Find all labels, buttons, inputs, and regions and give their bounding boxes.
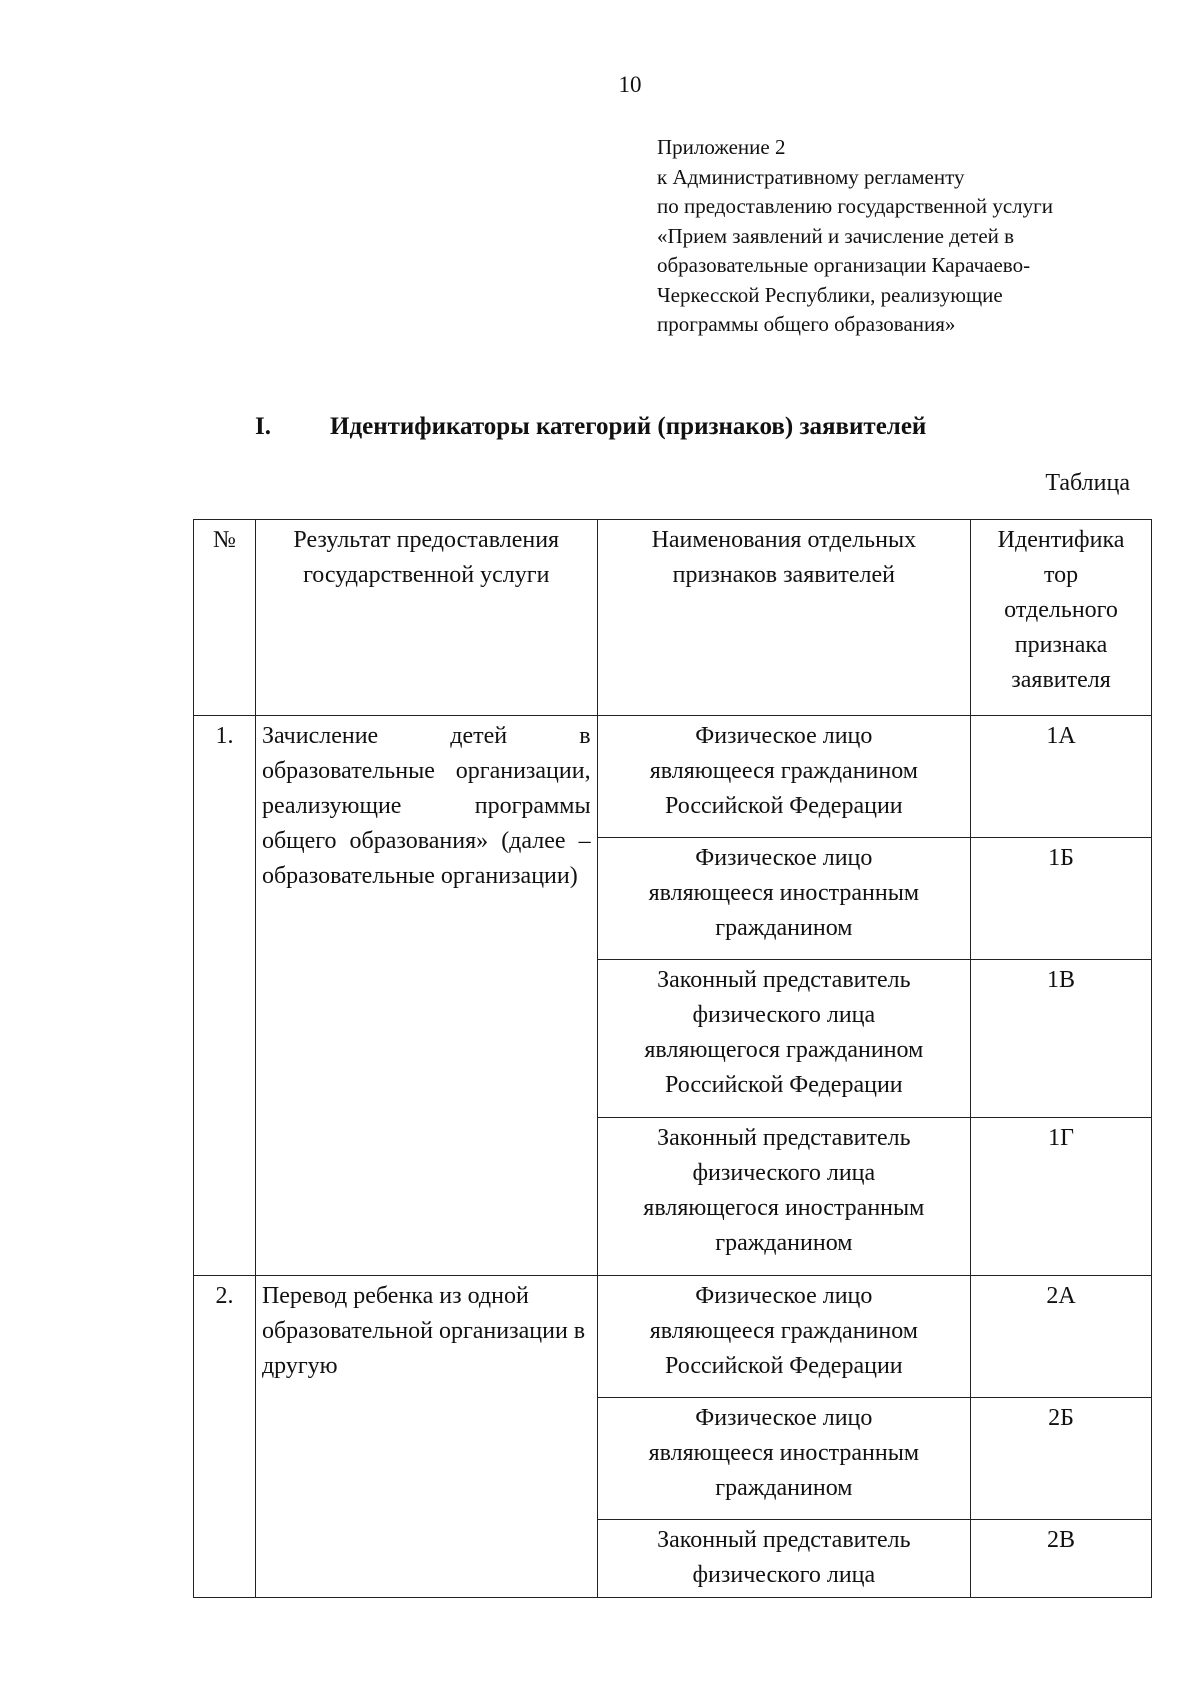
section-number: I.: [255, 413, 271, 440]
table-header-row: [194, 520, 1152, 716]
attribute-line: гражданином: [715, 915, 853, 941]
header-identifier-line: отдельного: [1004, 597, 1118, 623]
appendix-line: по предоставлению государственной услуги: [657, 194, 1053, 218]
row-number: 1.: [194, 716, 256, 1276]
attribute-line: являющееся гражданином: [649, 758, 918, 784]
attribute-line: гражданином: [715, 1475, 853, 1501]
applicant-attribute: [597, 1398, 971, 1520]
appendix-line: программы общего образования»: [657, 312, 956, 336]
header-result-line: государственной услуги: [303, 562, 550, 588]
attribute-identifier: 1Б: [971, 838, 1152, 960]
header-names-line: Наименования отдельных: [651, 527, 917, 553]
header-identifier-line: Идентифика: [997, 527, 1125, 553]
attribute-identifier: 2В: [971, 1520, 1152, 1598]
applicant-attribute: [597, 1118, 971, 1276]
attribute-line: являющееся гражданином: [649, 1318, 918, 1344]
table-row: [194, 716, 1152, 838]
header-result-line: Результат предоставления: [293, 527, 560, 553]
attribute-identifier: 1Г: [971, 1118, 1152, 1276]
header-identifier-line: признака: [1014, 632, 1108, 658]
attribute-line: Физическое лицо: [695, 1283, 873, 1309]
attribute-line: являющегося гражданином: [644, 1037, 924, 1063]
applicant-identifiers-table: [193, 519, 1152, 1598]
appendix-line: к Административному регламенту: [657, 164, 965, 189]
attribute-line: Физическое лицо: [695, 723, 873, 749]
row-result: Зачисление детей в образовательные организации, реализующие программы общего образования» (далее – образовательные организации): [255, 716, 597, 1276]
header-identifier: [971, 520, 1152, 716]
row-result: Перевод ребенка из одной образовательной организации в другую: [255, 1276, 597, 1598]
header-identifier-line: заявителя: [1011, 667, 1111, 693]
applicant-attribute: [597, 838, 971, 960]
attribute-line: являющегося иностранным: [643, 1195, 925, 1221]
attribute-line: физического лица: [692, 1002, 876, 1028]
attribute-identifier: 1А: [971, 716, 1152, 838]
page-number: 10: [618, 72, 642, 97]
attribute-line: физического лица: [692, 1562, 876, 1588]
header-identifier-line: тор: [1043, 562, 1079, 588]
header-result: [255, 520, 597, 716]
row-number: 2.: [194, 1276, 256, 1598]
attribute-identifier: 1В: [971, 960, 1152, 1118]
attribute-identifier: 2А: [971, 1276, 1152, 1398]
attribute-line: физического лица: [692, 1160, 876, 1186]
appendix-line: образовательные организации Карачаево-: [657, 253, 1031, 277]
applicant-attribute: [597, 716, 971, 838]
attribute-line: являющееся иностранным: [648, 1440, 920, 1466]
table-caption: Таблица: [1045, 470, 1130, 496]
section-heading: [255, 413, 926, 441]
attribute-line: Российской Федерации: [665, 1353, 903, 1379]
applicant-attribute: [597, 1520, 971, 1598]
attribute-line: Российской Федерации: [665, 793, 903, 819]
applicant-attribute: [597, 1276, 971, 1398]
appendix-line: Приложение 2: [657, 135, 786, 159]
header-names: [597, 520, 971, 716]
appendix-line: Черкесской Республики, реализующие: [657, 282, 1003, 307]
attribute-line: Физическое лицо: [695, 1405, 873, 1431]
attribute-identifier: 2Б: [971, 1398, 1152, 1520]
applicant-attribute: [597, 960, 971, 1118]
attribute-line: Законный представитель: [657, 1125, 911, 1151]
attribute-line: Российской Федерации: [665, 1072, 903, 1098]
attribute-line: являющееся иностранным: [648, 880, 920, 906]
attribute-line: Законный представитель: [657, 1527, 911, 1553]
appendix-line: «Прием заявлений и зачисление детей в: [657, 223, 1015, 248]
section-title: Идентификаторы категорий (признаков) заявителей: [330, 413, 927, 440]
attribute-line: Законный представитель: [657, 967, 911, 993]
attribute-line: гражданином: [715, 1230, 853, 1256]
header-names-line: признаков заявителей: [672, 562, 896, 588]
table-row: [194, 1276, 1152, 1398]
header-number: №: [194, 520, 256, 716]
attribute-line: Физическое лицо: [695, 845, 873, 871]
appendix-reference: [657, 133, 1157, 340]
